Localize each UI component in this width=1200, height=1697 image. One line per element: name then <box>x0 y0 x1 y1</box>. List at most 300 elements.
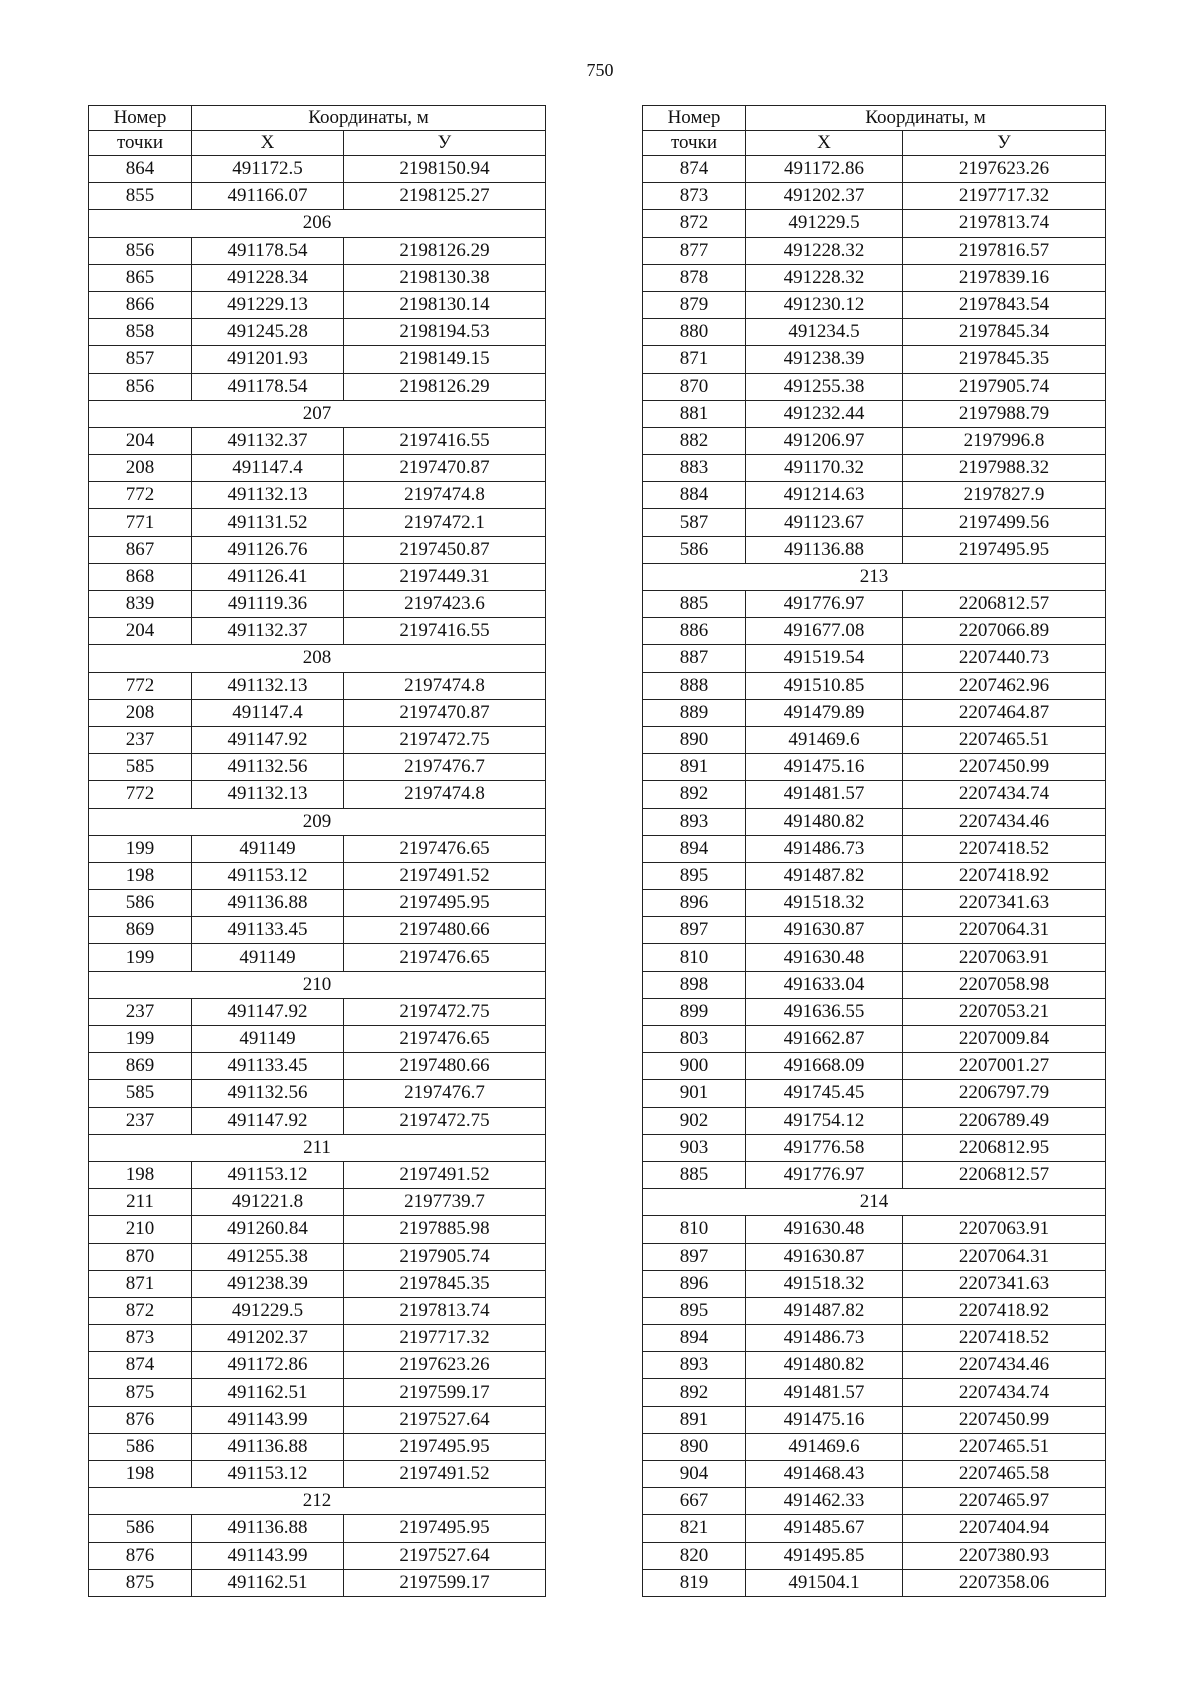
y-coordinate-cell: 2197843.54 <box>903 291 1106 318</box>
coordinates-table-left <box>88 105 546 1597</box>
table-row <box>89 944 546 971</box>
point-number-cell: 198 <box>89 862 192 889</box>
x-coordinate-cell: 491633.04 <box>746 971 903 998</box>
y-coordinate-cell: 2207434.46 <box>903 808 1106 835</box>
point-number-cell: 894 <box>643 835 746 862</box>
point-number-cell: 886 <box>643 618 746 645</box>
y-coordinate-cell: 2197885.98 <box>344 1216 546 1243</box>
x-coordinate-cell: 491776.58 <box>746 1134 903 1161</box>
x-coordinate-cell: 491518.32 <box>746 1270 903 1297</box>
y-coordinate-cell: 2197474.8 <box>344 482 546 509</box>
point-number-cell: 866 <box>89 291 192 318</box>
table-row <box>643 1352 1106 1379</box>
point-number-cell: 870 <box>643 373 746 400</box>
x-coordinate-cell: 491480.82 <box>746 808 903 835</box>
x-coordinate-cell: 491745.45 <box>746 1080 903 1107</box>
point-number-cell: 820 <box>643 1542 746 1569</box>
y-coordinate-cell: 2207418.92 <box>903 1297 1106 1324</box>
x-coordinate-cell: 491132.56 <box>192 754 344 781</box>
table-row <box>643 944 1106 971</box>
parcel-number: 212 <box>89 1488 546 1515</box>
y-coordinate-cell: 2197813.74 <box>903 210 1106 237</box>
x-coordinate-cell: 491238.39 <box>192 1270 344 1297</box>
x-coordinate-cell: 491630.48 <box>746 944 903 971</box>
y-coordinate-cell: 2198126.29 <box>344 237 546 264</box>
point-number-cell: 857 <box>89 346 192 373</box>
y-coordinate-cell: 2197474.8 <box>344 781 546 808</box>
point-number-cell: 890 <box>643 726 746 753</box>
x-coordinate-cell: 491234.5 <box>746 319 903 346</box>
table-row <box>643 1325 1106 1352</box>
x-coordinate-cell: 491481.57 <box>746 1379 903 1406</box>
table-row <box>89 1026 546 1053</box>
table-row <box>643 1053 1106 1080</box>
y-coordinate-cell: 2198126.29 <box>344 373 546 400</box>
x-coordinate-cell: 491232.44 <box>746 400 903 427</box>
table-row <box>643 917 1106 944</box>
table-row <box>643 754 1106 781</box>
point-number-cell: 869 <box>89 917 192 944</box>
x-coordinate-cell: 491178.54 <box>192 373 344 400</box>
x-column-header: X <box>746 131 903 156</box>
x-coordinate-cell: 491487.82 <box>746 1297 903 1324</box>
point-number-cell: 821 <box>643 1515 746 1542</box>
table-row <box>643 1542 1106 1569</box>
x-coordinate-cell: 491677.08 <box>746 618 903 645</box>
y-coordinate-cell: 2207341.63 <box>903 1270 1106 1297</box>
table-row <box>89 346 546 373</box>
point-number-cell: 871 <box>643 346 746 373</box>
y-coordinate-cell: 2197474.8 <box>344 672 546 699</box>
table-row <box>643 1406 1106 1433</box>
x-coordinate-cell: 491166.07 <box>192 183 344 210</box>
y-coordinate-cell: 2197717.32 <box>344 1325 546 1352</box>
y-coordinate-cell: 2207063.91 <box>903 944 1106 971</box>
table-row <box>643 1569 1106 1596</box>
y-coordinate-cell: 2197480.66 <box>344 1053 546 1080</box>
y-coordinate-cell: 2207465.97 <box>903 1488 1106 1515</box>
table-row <box>643 1080 1106 1107</box>
point-number-cell: 892 <box>643 1379 746 1406</box>
x-coordinate-cell: 491510.85 <box>746 672 903 699</box>
y-coordinate-cell: 2197827.9 <box>903 482 1106 509</box>
x-coordinate-cell: 491238.39 <box>746 346 903 373</box>
parcel-number: 208 <box>89 645 546 672</box>
y-coordinate-cell: 2197416.55 <box>344 427 546 454</box>
x-coordinate-cell: 491228.32 <box>746 237 903 264</box>
table-row <box>89 264 546 291</box>
x-coordinate-cell: 491255.38 <box>192 1243 344 1270</box>
point-number-cell: 891 <box>643 754 746 781</box>
table-row <box>643 346 1106 373</box>
parcel-number: 209 <box>89 808 546 835</box>
table-row <box>643 591 1106 618</box>
y-coordinate-cell: 2207058.98 <box>903 971 1106 998</box>
y-coordinate-cell: 2197527.64 <box>344 1406 546 1433</box>
x-coordinate-cell: 491153.12 <box>192 862 344 889</box>
x-coordinate-cell: 491486.73 <box>746 835 903 862</box>
table-row <box>89 1216 546 1243</box>
table-row <box>643 1297 1106 1324</box>
x-coordinate-cell: 491228.34 <box>192 264 344 291</box>
table-row <box>643 1161 1106 1188</box>
x-coordinate-cell: 491132.37 <box>192 427 344 454</box>
x-coordinate-cell: 491485.67 <box>746 1515 903 1542</box>
point-number-cell: 199 <box>89 1026 192 1053</box>
table-row <box>643 509 1106 536</box>
x-coordinate-cell: 491668.09 <box>746 1053 903 1080</box>
parcel-header-row <box>89 1134 546 1161</box>
y-coordinate-cell: 2197623.26 <box>344 1352 546 1379</box>
y-coordinate-cell: 2197739.7 <box>344 1189 546 1216</box>
table-row <box>643 1134 1106 1161</box>
y-coordinate-cell: 2197476.7 <box>344 754 546 781</box>
x-coordinate-cell: 491132.13 <box>192 781 344 808</box>
point-number-cell: 888 <box>643 672 746 699</box>
x-coordinate-cell: 491480.82 <box>746 1352 903 1379</box>
y-coordinate-cell: 2206812.57 <box>903 1161 1106 1188</box>
x-coordinate-cell: 491136.88 <box>192 890 344 917</box>
table-row <box>643 1216 1106 1243</box>
table-row <box>89 1297 546 1324</box>
point-number-cell: 895 <box>643 862 746 889</box>
table-body-left <box>89 156 546 1597</box>
y-coordinate-cell: 2197839.16 <box>903 264 1106 291</box>
table-row <box>643 1026 1106 1053</box>
y-coordinate-cell: 2197845.35 <box>903 346 1106 373</box>
table-row <box>643 726 1106 753</box>
table-row <box>643 1433 1106 1460</box>
point-number-cell: 895 <box>643 1297 746 1324</box>
x-coordinate-cell: 491636.55 <box>746 998 903 1025</box>
y-coordinate-cell: 2197495.95 <box>344 1515 546 1542</box>
table-row <box>89 1243 546 1270</box>
parcel-header-row <box>89 210 546 237</box>
x-coordinate-cell: 491147.4 <box>192 455 344 482</box>
point-number-cell: 856 <box>89 373 192 400</box>
table-row <box>643 645 1106 672</box>
x-coordinate-cell: 491229.13 <box>192 291 344 318</box>
x-coordinate-cell: 491149 <box>192 1026 344 1053</box>
x-coordinate-cell: 491776.97 <box>746 1161 903 1188</box>
y-coordinate-cell: 2197813.74 <box>344 1297 546 1324</box>
x-coordinate-cell: 491132.13 <box>192 672 344 699</box>
point-number-cell: 810 <box>643 944 746 971</box>
point-number-cell: 586 <box>89 890 192 917</box>
point-number-cell: 873 <box>643 183 746 210</box>
y-coordinate-cell: 2206812.57 <box>903 591 1106 618</box>
point-number-header-line2: точки <box>643 131 746 156</box>
y-coordinate-cell: 2197470.87 <box>344 699 546 726</box>
point-number-cell: 885 <box>643 591 746 618</box>
table-row <box>643 1243 1106 1270</box>
y-coordinate-cell: 2207001.27 <box>903 1053 1106 1080</box>
x-coordinate-cell: 491126.76 <box>192 536 344 563</box>
y-coordinate-cell: 2197491.52 <box>344 1161 546 1188</box>
y-coordinate-cell: 2197623.26 <box>903 156 1106 183</box>
point-number-cell: 211 <box>89 1189 192 1216</box>
x-coordinate-cell: 491153.12 <box>192 1461 344 1488</box>
table-row <box>643 319 1106 346</box>
table-row <box>643 183 1106 210</box>
point-number-cell: 878 <box>643 264 746 291</box>
point-number-cell: 897 <box>643 917 746 944</box>
parcel-number: 210 <box>89 971 546 998</box>
point-number-cell: 858 <box>89 319 192 346</box>
point-number-cell: 894 <box>643 1325 746 1352</box>
point-number-cell: 865 <box>89 264 192 291</box>
point-number-cell: 875 <box>89 1569 192 1596</box>
y-column-header: У <box>903 131 1106 156</box>
y-coordinate-cell: 2207450.99 <box>903 754 1106 781</box>
point-number-cell: 882 <box>643 427 746 454</box>
y-coordinate-cell: 2197472.75 <box>344 1107 546 1134</box>
y-coordinate-cell: 2207066.89 <box>903 618 1106 645</box>
y-coordinate-cell: 2207404.94 <box>903 1515 1106 1542</box>
x-coordinate-cell: 491486.73 <box>746 1325 903 1352</box>
point-number-cell: 198 <box>89 1161 192 1188</box>
table-row <box>89 237 546 264</box>
x-coordinate-cell: 491469.6 <box>746 726 903 753</box>
table-row <box>89 1515 546 1542</box>
table-row <box>643 291 1106 318</box>
point-number-cell: 883 <box>643 455 746 482</box>
x-coordinate-cell: 491149 <box>192 944 344 971</box>
point-number-cell: 901 <box>643 1080 746 1107</box>
point-number-cell: 771 <box>89 509 192 536</box>
y-coordinate-cell: 2197988.79 <box>903 400 1106 427</box>
point-number-header: Номер <box>643 106 746 131</box>
y-coordinate-cell: 2197599.17 <box>344 1379 546 1406</box>
x-coordinate-cell: 491776.97 <box>746 591 903 618</box>
x-coordinate-cell: 491172.86 <box>192 1352 344 1379</box>
table-row <box>643 1488 1106 1515</box>
x-coordinate-cell: 491172.5 <box>192 156 344 183</box>
x-coordinate-cell: 491136.88 <box>746 536 903 563</box>
y-coordinate-cell: 2198125.27 <box>344 183 546 210</box>
y-coordinate-cell: 2207063.91 <box>903 1216 1106 1243</box>
y-coordinate-cell: 2207418.92 <box>903 862 1106 889</box>
point-number-cell: 199 <box>89 835 192 862</box>
point-number-cell: 896 <box>643 890 746 917</box>
y-coordinate-cell: 2197905.74 <box>903 373 1106 400</box>
table-row <box>643 862 1106 889</box>
table-row <box>643 400 1106 427</box>
parcel-number: 211 <box>89 1134 546 1161</box>
point-number-cell: 237 <box>89 998 192 1025</box>
x-coordinate-cell: 491630.87 <box>746 1243 903 1270</box>
point-number-cell: 892 <box>643 781 746 808</box>
table-row <box>643 427 1106 454</box>
x-coordinate-cell: 491230.12 <box>746 291 903 318</box>
table-row <box>89 1107 546 1134</box>
table-row <box>89 536 546 563</box>
y-coordinate-cell: 2197476.7 <box>344 1080 546 1107</box>
x-coordinate-cell: 491245.28 <box>192 319 344 346</box>
point-number-cell: 876 <box>89 1406 192 1433</box>
parcel-header-row <box>89 808 546 835</box>
y-coordinate-cell: 2197527.64 <box>344 1542 546 1569</box>
y-coordinate-cell: 2207418.52 <box>903 1325 1106 1352</box>
table-row <box>89 1406 546 1433</box>
y-coordinate-cell: 2197816.57 <box>903 237 1106 264</box>
point-number-cell: 885 <box>643 1161 746 1188</box>
x-coordinate-cell: 491172.86 <box>746 156 903 183</box>
point-number-cell: 884 <box>643 482 746 509</box>
table-row <box>89 1433 546 1460</box>
x-coordinate-cell: 491479.89 <box>746 699 903 726</box>
x-coordinate-cell: 491119.36 <box>192 591 344 618</box>
point-number-cell: 864 <box>89 156 192 183</box>
point-number-cell: 667 <box>643 1488 746 1515</box>
point-number-cell: 877 <box>643 237 746 264</box>
x-coordinate-cell: 491255.38 <box>746 373 903 400</box>
coordinates-table-right <box>642 105 1106 1597</box>
table-body-right <box>643 156 1106 1597</box>
point-number-cell: 887 <box>643 645 746 672</box>
point-number-cell: 880 <box>643 319 746 346</box>
y-coordinate-cell: 2207380.93 <box>903 1542 1106 1569</box>
y-coordinate-cell: 2197476.65 <box>344 1026 546 1053</box>
point-number-cell: 803 <box>643 1026 746 1053</box>
y-coordinate-cell: 2198150.94 <box>344 156 546 183</box>
point-number-cell: 856 <box>89 237 192 264</box>
point-number-cell: 819 <box>643 1569 746 1596</box>
y-coordinate-cell: 2198130.38 <box>344 264 546 291</box>
y-coordinate-cell: 2197988.32 <box>903 455 1106 482</box>
x-coordinate-cell: 491468.43 <box>746 1461 903 1488</box>
x-coordinate-cell: 491662.87 <box>746 1026 903 1053</box>
table-row <box>89 1352 546 1379</box>
x-coordinate-cell: 491143.99 <box>192 1406 344 1433</box>
parcel-header-row <box>89 645 546 672</box>
x-coordinate-cell: 491475.16 <box>746 1406 903 1433</box>
parcel-number: 213 <box>643 563 1106 590</box>
x-column-header: X <box>192 131 344 156</box>
y-coordinate-cell: 2197996.8 <box>903 427 1106 454</box>
point-number-cell: 586 <box>89 1433 192 1460</box>
table-row <box>643 536 1106 563</box>
y-coordinate-cell: 2207465.51 <box>903 1433 1106 1460</box>
table-row <box>89 427 546 454</box>
table-row <box>89 699 546 726</box>
point-number-cell: 585 <box>89 754 192 781</box>
table-row <box>643 781 1106 808</box>
table-row <box>89 890 546 917</box>
table-row <box>89 618 546 645</box>
table-row <box>89 291 546 318</box>
x-coordinate-cell: 491162.51 <box>192 1569 344 1596</box>
y-coordinate-cell: 2206789.49 <box>903 1107 1106 1134</box>
point-number-cell: 879 <box>643 291 746 318</box>
point-number-cell: 772 <box>89 482 192 509</box>
x-coordinate-cell: 491147.92 <box>192 726 344 753</box>
parcel-header-row <box>89 1488 546 1515</box>
y-coordinate-cell: 2207465.51 <box>903 726 1106 753</box>
point-number-cell: 586 <box>643 536 746 563</box>
y-coordinate-cell: 2197476.65 <box>344 944 546 971</box>
x-coordinate-cell: 491630.87 <box>746 917 903 944</box>
point-number-cell: 199 <box>89 944 192 971</box>
page-number: 750 <box>586 60 614 80</box>
point-number-cell: 210 <box>89 1216 192 1243</box>
table-row <box>643 890 1106 917</box>
table-row <box>89 319 546 346</box>
point-number-cell: 867 <box>89 536 192 563</box>
table-row <box>643 482 1106 509</box>
table-row <box>89 672 546 699</box>
x-coordinate-cell: 491475.16 <box>746 754 903 781</box>
table-row <box>89 998 546 1025</box>
table-row <box>89 1053 546 1080</box>
y-coordinate-cell: 2206797.79 <box>903 1080 1106 1107</box>
y-coordinate-cell: 2197495.95 <box>344 890 546 917</box>
table-row <box>89 1325 546 1352</box>
table-row <box>643 156 1106 183</box>
x-coordinate-cell: 491221.8 <box>192 1189 344 1216</box>
y-coordinate-cell: 2207064.31 <box>903 917 1106 944</box>
table-row <box>89 781 546 808</box>
x-coordinate-cell: 491519.54 <box>746 645 903 672</box>
x-coordinate-cell: 491123.67 <box>746 509 903 536</box>
table-row <box>89 862 546 889</box>
point-number-cell: 874 <box>643 156 746 183</box>
x-coordinate-cell: 491260.84 <box>192 1216 344 1243</box>
point-number-header: Номер <box>89 106 192 131</box>
y-coordinate-cell: 2197599.17 <box>344 1569 546 1596</box>
x-coordinate-cell: 491214.63 <box>746 482 903 509</box>
y-coordinate-cell: 2198149.15 <box>344 346 546 373</box>
x-coordinate-cell: 491132.13 <box>192 482 344 509</box>
x-coordinate-cell: 491170.32 <box>746 455 903 482</box>
table-row <box>643 1515 1106 1542</box>
table-row <box>643 672 1106 699</box>
x-coordinate-cell: 491143.99 <box>192 1542 344 1569</box>
y-coordinate-cell: 2197470.87 <box>344 455 546 482</box>
table-row <box>643 1107 1106 1134</box>
table-row <box>643 971 1106 998</box>
y-coordinate-cell: 2197845.34 <box>903 319 1106 346</box>
point-number-cell: 198 <box>89 1461 192 1488</box>
table-row <box>643 1461 1106 1488</box>
point-number-cell: 869 <box>89 1053 192 1080</box>
x-coordinate-cell: 491153.12 <box>192 1161 344 1188</box>
coordinates-header: Координаты, м <box>192 106 546 131</box>
parcel-header-row <box>89 971 546 998</box>
y-coordinate-cell: 2207418.52 <box>903 835 1106 862</box>
y-coordinate-cell: 2207450.99 <box>903 1406 1106 1433</box>
table-row <box>89 1461 546 1488</box>
x-coordinate-cell: 491149 <box>192 835 344 862</box>
point-number-cell: 772 <box>89 781 192 808</box>
table-row <box>89 482 546 509</box>
point-number-cell: 891 <box>643 1406 746 1433</box>
y-coordinate-cell: 2197480.66 <box>344 917 546 944</box>
y-coordinate-cell: 2197423.6 <box>344 591 546 618</box>
point-number-cell: 898 <box>643 971 746 998</box>
y-coordinate-cell: 2207464.87 <box>903 699 1106 726</box>
point-number-cell: 874 <box>89 1352 192 1379</box>
y-coordinate-cell: 2197491.52 <box>344 862 546 889</box>
point-number-cell: 903 <box>643 1134 746 1161</box>
table-row <box>643 808 1106 835</box>
table-row <box>89 1161 546 1188</box>
table-row <box>89 183 546 210</box>
x-coordinate-cell: 491495.85 <box>746 1542 903 1569</box>
x-coordinate-cell: 491469.6 <box>746 1433 903 1460</box>
x-coordinate-cell: 491147.92 <box>192 1107 344 1134</box>
point-number-cell: 870 <box>89 1243 192 1270</box>
